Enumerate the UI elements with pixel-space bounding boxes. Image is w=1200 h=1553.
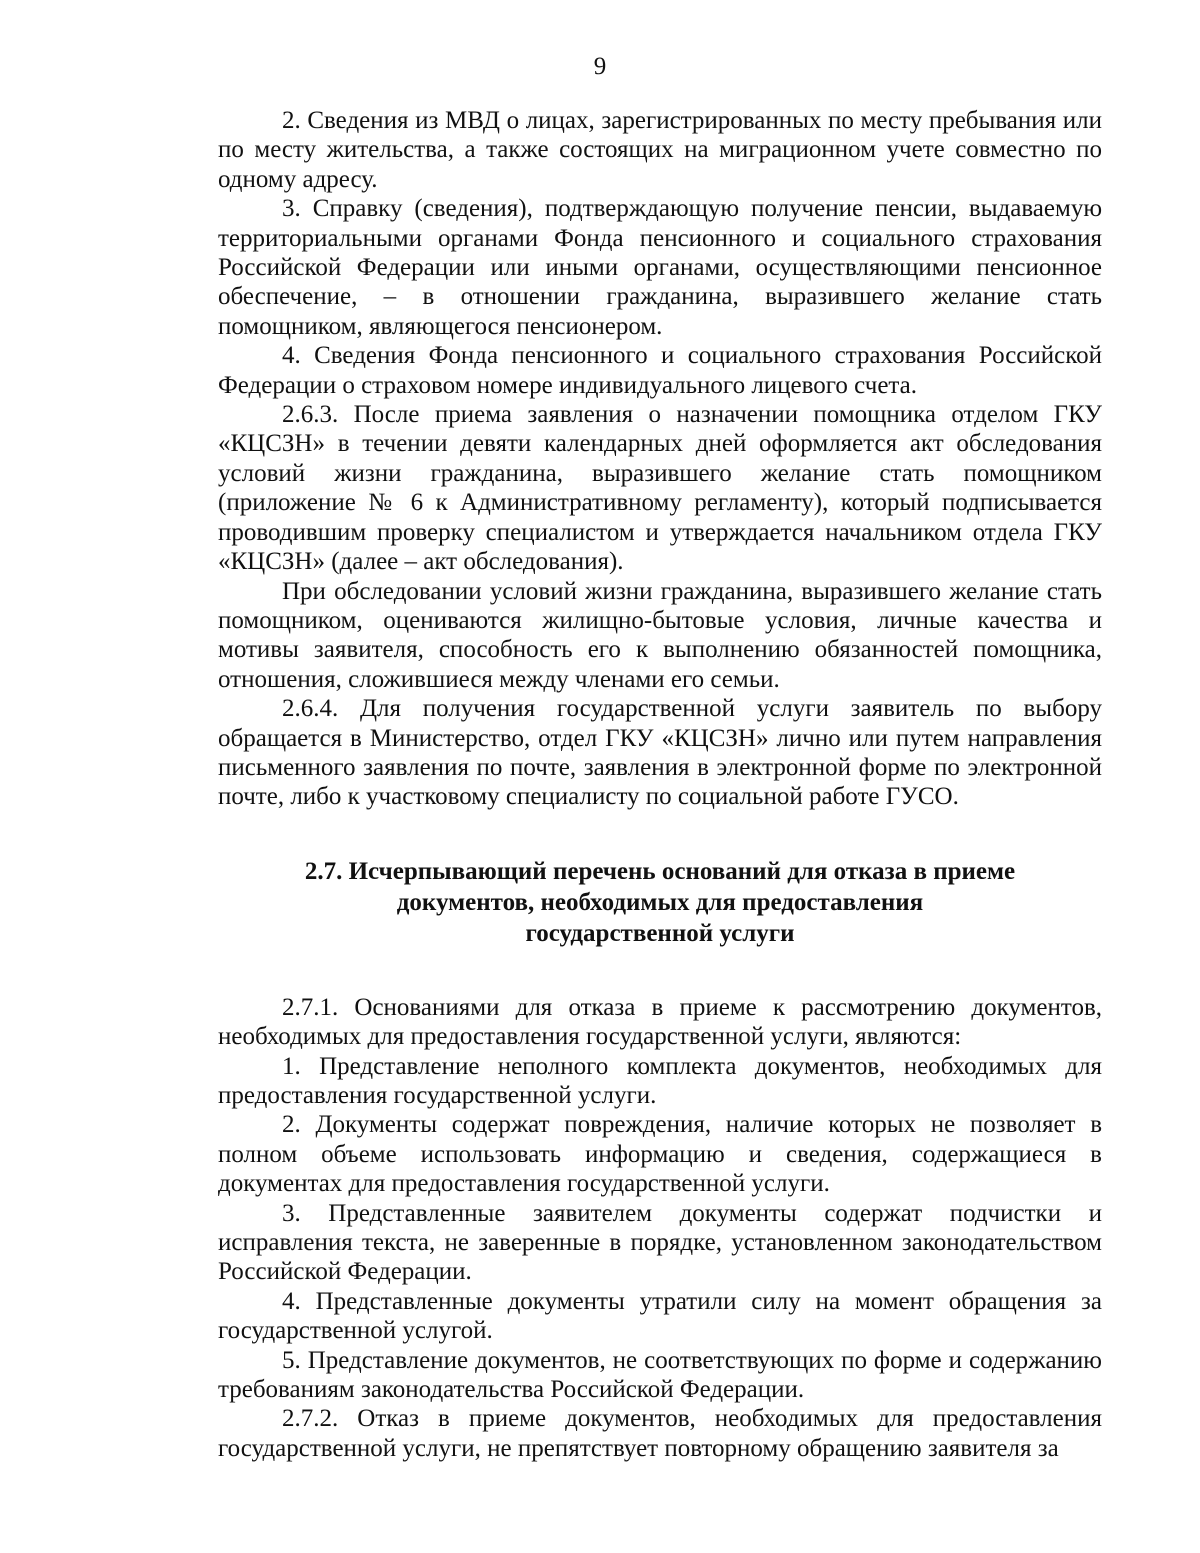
paragraph-inspection: При обследовании условий жизни гражданина, выразившего желание стать помощником, оцениваются жилищно-бытовые условия, личные качества и мотивы заявителя, способность его к выполнению обязанностей помощника, отношения, сложившиеся между членами его семьи. (218, 577, 1102, 693)
paragraph-reason-3: 3. Представленные заявителем документы содержат подчистки и исправления текста, не заверенные в порядке, установленном законодательством Российской Федерации. (218, 1199, 1102, 1286)
paragraph-reason-1: 1. Представление неполного комплекта документов, необходимых для предоставления государственной услуги. (218, 1052, 1102, 1109)
heading-line-2: документов, необходимых для предоставления (396, 888, 924, 916)
paragraph-2-7-1: 2.7.1. Основаниями для отказа в приеме к рассмотрению документов, необходимых для предоставления государственной услуги, являются: (218, 993, 1102, 1051)
paragraph-pension-certificate: 3. Справку (сведения), подтверждающую получение пенсии, выдаваемую территориальными органами Фонда пенсионного и социального страхования Российской Федерации или иными органами, осуществляющими пенсионное обеспечение, – в отношении гражданина, выразившего желание стать помощником, являющегося пенсионером. (218, 195, 1102, 340)
paragraph-2-6-4: 2.6.4. Для получения государственной услуги заявитель по выбору обращается в Министерство, отдел ГКУ «КЦСЗН» лично или путем направления письменного заявления по почте, заявления в электронной форме по электронной почте, либо к участковому специалисту по социальной работе ГУСО. (218, 695, 1102, 811)
heading-line-3: государственной услуги (525, 919, 795, 947)
paragraph-reason-4: 4. Представленные документы утратили силу на момент обращения за государственной услугой. (218, 1287, 1102, 1345)
paragraph-mvd-info: 2. Сведения из МВД о лицах, зарегистрированных по месту пребывания или по месту жительства, а также состоящих на миграционном учете совместно по одному адресу. (218, 107, 1102, 193)
document-body (218, 106, 1102, 1463)
heading-line-1: 2.7. Исчерпывающий перечень оснований для отказа в приеме (304, 857, 1016, 885)
paragraph-reason-2: 2. Документы содержат повреждения, наличие которых не позволяет в полном объеме использовать информацию и сведения, содержащиеся в документах для предоставления государственной услуги. (218, 1111, 1102, 1198)
section-heading-2-7 (218, 856, 1102, 949)
paragraph-2-7-2: 2.7.2. Отказ в приеме документов, необходимых для предоставления государственной услуги, не препятствует повторному обращению заявителя за (218, 1405, 1102, 1462)
paragraph-snils-info: 4. Сведения Фонда пенсионного и социального страхования Российской Федерации о страховом номере индивидуального лицевого счета. (218, 342, 1102, 399)
page-number: 9 (593, 53, 607, 80)
paragraph-reason-5: 5. Представление документов, не соответствующих по форме и содержанию требованиям законодательства Российской Федерации. (218, 1346, 1102, 1404)
paragraph-2-6-3: 2.6.3. После приема заявления о назначении помощника отделом ГКУ «КЦСЗН» в течении девяти календарных дней оформляется акт обследования условий жизни гражданина, выразившего желание стать помощником (приложение № 6 к Административному регламенту), который подписывается проводившим проверку специалистом и утверждается начальником отдела ГКУ «КЦСЗН» (далее – акт обследования). (218, 401, 1102, 576)
